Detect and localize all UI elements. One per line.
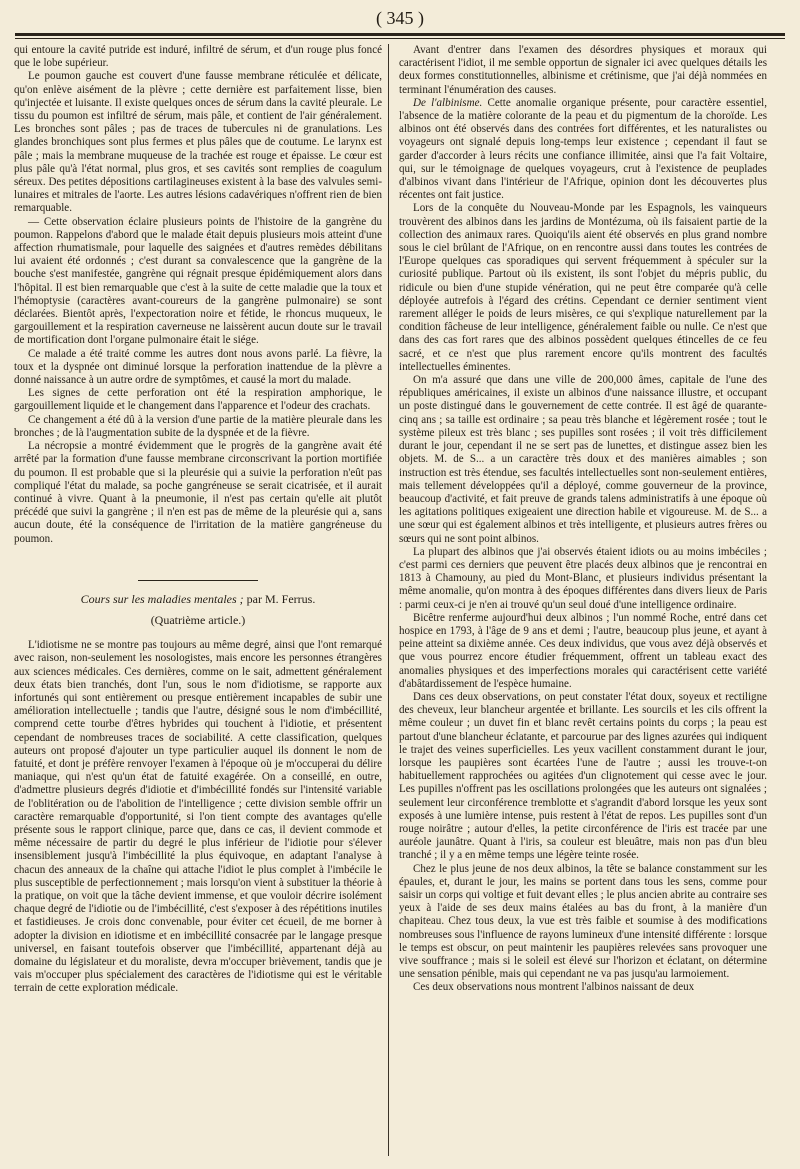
page-header: [0, 0, 800, 40]
paragraph: qui entoure la cavité putride est induré, infiltré de sérum, et d'un rouge plus foncé que le lobe supérieur.: [14, 44, 382, 70]
article-number: (Quatrième article.): [150, 612, 246, 627]
paragraph: Dans ces deux observations, on peut constater l'état doux, soyeux et rectiligne des cheveux, leur blancheur argentée et brillante. Les sourcils et les cils offrent la même couleur ; un duvet fin et blanc revêt certains points du corps ; la peau est partout d'une blancheur éclatante, et parcourue par des lignes azurées qui indiquent le trajet des veines superficielles. Les yeux vacillent constamment durant le jour, lorsque les paupières sont écartées l'une de l'autre ; aussi les trouve-t-on habituellement rapprochées ou agitées d'un clignotement qui cesse avec le jour. Les pupilles n'offrent pas les oscillations prolongées que les auteurs ont signalées ; seulement leur circonférence tremblotte et s'agrandit d'abord lorsque les yeux sont exposés à une lumière intense, puis restent à l'état de repos. Les pupilles sont d'un rouge noirâtre ; autour d'elles, la petite circonférence de l'iris est tracée par une auréole jaunâtre. Quant à l'iris, sa couleur est bleuâtre, mais non pas d'un bleu tranché ; il y a en même temps une légère teinte rosée.: [399, 690, 767, 862]
paragraph: L'idiotisme ne se montre pas toujours au même degré, ainsi que l'ont remarqué avec raison, non-seulement les nosologistes, mais encore les personnes étrangères aux sciences médicales. Ces dernières, comme on le sait, admettent généralement deux états bien tranchés, dont l'un, sous le nom d'idiotisme, se rapporte aux infortunés qui sont entièrement ou presque entièrement incapables de subir une amélioration intellectuelle ; tandis que l'autre, désigné sous le nom d'imbécillité, comprend cette tourbe d'êtres hybrides qui touchent à l'idiotie, et présentent cependant de nombreuses traces de sociabilité. A cette classification, quelques auteurs ont proposé d'ajouter un type particulier auquel ils donnent le nom de fatuité, et dont je préfère renvoyer l'examen à l'époque où je m'occuperai du délire maniaque, qui n'est qu'un état de fatuité exagérée. On a conseillé, en outre, d'admettre plusieurs degrés d'idiotie et d'imbécillité fondés sur l'intensité variable de l'oblitération ou de l'abolition de l'intelligence ; cette division semble offrir un caractère remarquable d'opportunité, si l'on tient compte des avantages qu'elle présente sous le rapport clinique, parce que, dans ce cas, il devient commode et même nécessaire de partir du degré le plus inférieur de l'idiotie pour s'élever insensiblement jusqu'à l'imbécillité la plus équivoque, en adaptant l'analyse à chacun des anneaux de la chaîne qui attache l'idiot le plus complet à l'imbécile le plus susceptible de perfectionnement ; mais lorsqu'on vient à substituer la théorie à la pratique, on voit que la tâche devient immense, et que vouloir décrire isolément chaque degré de l'idiotie ou de l'imbécillité, c'est s'exposer à des répétitions inutiles et fastidieuses. Je crois donc convenable, pour éviter cet écueil, de me borner à adopter la division en idiotisme et en imbécillité consacrée par le langage presque universel, en faisant toutefois observer que l'imbécillité, appartenant déjà au domaine du législateur et du moraliste, devra m'occuper brièvement, tandis que je vais m'occuper plus spécialement des caractères de l'idiotisme qui est le véritable terrain de cette exploration médicale.: [14, 639, 382, 995]
paragraph: Chez le plus jeune de nos deux albinos, la tête se balance constamment sur les épaules, et, durant le jour, les mains se portent dans tous les sens, comme pour saisir un corps qui voltige et fuit devant elles ; le plus ancien abrite au contraire ses yeux à l'aide de ses deux mains étalées au bas du front, à la manière d'un chapiteau. Chez tous deux, la vue est très faible et soumise à des modifications nombreuses sous l'influence de rayons lumineux d'une intensité différente : lorsque le temps est obscur, on peut maintenir les paupières relevées sans provoquer une vive souffrance ; mais si le soleil est élevé sur l'horizon et éclatant, on détermine une sensation pénible, mais qui cependant ne va pas jusqu'au larmoiement.: [399, 862, 767, 981]
paragraph: Avant d'entrer dans l'examen des désordres physiques et moraux qui caractérisent l'idiot, il me semble opportun de signaler ici avec quelques détails les deux formes constitutionnelles, albinisme et crétinisme, que j'ai déjà nommées en terminant l'énumération des causes.: [399, 44, 767, 96]
section-divider: [138, 580, 258, 581]
right-column: [399, 44, 767, 995]
paragraph: La plupart des albinos que j'ai observés étaient idiots ou au moins imbéciles ; c'est parmi ces derniers que peuvent être placés deux albinos que je rencontrai en 1813 à Chamouny, au pied du Mont-Blanc, et plusieurs individus présentant la même anomalie, qu'on montra à des époques différentes dans divers lieux de Paris : parmi ceux-ci je n'en ai trouvé qu'un seul doué d'une intelligence ordinaire.: [399, 545, 767, 611]
paragraph: Ces deux observations nous montrent l'albinos naissant de deux: [413, 981, 695, 994]
paragraph: — Cette observation éclaire plusieurs points de l'histoire de la gangrène du poumon. Rappelons d'abord que le malade était depuis plusieurs mois atteint d'une affection rhumatismale, pour laquelle des saignées et d'autres remèdes débilitans lui avaient été ordonnés ; c'est durant sa convalescence que la gangrène de la bouche s'est manifestée, gangrène qui régnait presque épidémiquement alors dans l'hôpital. Il est bien remarquable que c'est à la suite de cette maladie que la toux et l'hémoptysie (caractères avant-coureurs de la gangrène pulmonaire) se sont déclarées. Bientôt après, l'expectoration noire et fétide, le rhoncus muqueux, le gargouillement et la respiration caverneuse ne laissèrent aucun doute sur le travail de mortification dont l'organe pulmonaire était le siége.: [14, 215, 382, 347]
section-title-text: Cours sur les maladies mentales ;: [80, 591, 244, 606]
header-rule-thick: [15, 33, 785, 36]
left-column: [14, 44, 382, 996]
albinisme-heading: De l'albinisme.: [413, 96, 483, 109]
paragraph: Le poumon gauche est couvert d'une fausse membrane réticulée et délicate, qu'on enlève aisément de la plèvre ; cette dernière est parfaitement lisse, bien qu'injectée et luisante. Il existe quelques onces de sérum dans la cavité pleurale. Le tissu du poumon est infiltré de sérum, mais pâle, et contient de l'air généralement. Les bronches sont pâles ; pas de traces de tubercules ni de granulations. Les glandes bronchiques sont plus fermes et plus pâles que de coutume. Le larynx est pâle ; mais la membrane muqueuse de la trachée est rouge et épaisse. Le cœur est plus pâle qu'à l'état normal, plus gros, et ses cavités sont remplies de coagulum séreux. Des petites dépositions cartilagineuses existent à la base des valvules semi-lunaires et mitrales de l'aorte. Les autres lésions cadavériques n'offrent rien de bien remarquable.: [14, 70, 382, 215]
page-number: ( 345 ): [376, 8, 424, 28]
paragraph: La nécropsie a montré évidemment que le progrès de la gangrène avait été arrêté par la formation d'une fausse membrane circonscrivant la portion mortifiée du poumon. Il est probable que si la pleurésie qui a suivie la perforation n'eût pas compliqué l'état du malade, sa poche gangréneuse se serait cicatrisée, et il aurait continué à vivre. Quant à la pneumonie, il n'est pas certain qu'elle ait plutôt précédé que suivi la gangrène ; il n'en est pas de même de la pleurésie qui a, sans aucun doute, été la conséquence de l'irritation de la matière gangréneuse du poumon.: [14, 440, 382, 545]
paragraph: On m'a assuré que dans une ville de 200,000 âmes, capitale de l'une des républiques américaines, il existe un albinos d'une naissance illustre, et occupant un poste distingué dans le gouvernement de cette contrée. Il est âgé de quarante-cinq ans ; sa taille est ordinaire ; sa peau très blanche et légèrement rosée ; tout le système pileux est très blanc ; ses pupilles sont rosées ; il voit très difficilement durant le jour, cependant il ne se sert pas de lunettes, et distingue assez bien les objets. M. de S... a un caractère très doux et des manières aimables ; son instruction est très étendue, ses facultés intellectuelles sont non-seulement entières, mais tellement développées qu'il a déployé, comme gouverneur de la province, beaucoup d'activité, et fait preuve de grands talens administratifs à une époque où les agitations politiques exigeaient une direction habile et vigoureuse. M. de S... a une sœur qui est également albinos et très intelligente, et plusieurs autres frères ou sœurs qui ne sont point albinos.: [399, 374, 767, 545]
paragraph-albinisme: [399, 97, 767, 203]
header-rule-thin: [15, 38, 785, 39]
section-title: [14, 593, 382, 606]
paragraph: Les signes de cette perforation ont été la respiration amphorique, le gargouillement liquide et le changement dans l'apparence et l'odeur des crachats.: [14, 387, 382, 413]
paragraph: Ce changement a été dû à la version d'une partie de la matière pleurale dans les bronches ; de là l'augmentation subite de la dyspnée et de la fièvre.: [14, 413, 382, 439]
column-divider: [388, 44, 389, 1156]
paragraph: Bicêtre renferme aujourd'hui deux albinos ; l'un nommé Roche, entré dans cet hospice en 1793, à l'âge de 9 ans et demi ; l'autre, beaucoup plus jeune, et ayant à peine atteint sa dixième année. Ces deux individus, que vous avez déjà observés et que vous pourrez encore étudier fréquemment, offrent un tableau exact des anomalies physiques et des imperfections morales qui caractérisent cette variété d'abâtardissement de l'espèce humaine.: [399, 611, 767, 690]
paragraph: Ce malade a été traité comme les autres dont nous avons parlé. La fièvre, la toux et la dyspnée ont diminué lorsque la perforation inattendue de la plèvre a donné naissance à un autre ordre de symptômes, et causé la mort du malade.: [14, 347, 382, 387]
paragraph: Lors de la conquête du Nouveau-Monde par les Espagnols, les vainqueurs trouvèrent des albinos dans les jardins de Montézuma, où ils faisaient partie de la collection des animaux rares. Quoiqu'ils aient été observés en plus grand nombre sous le ciel brûlant de l'Afrique, on en rencontre aussi dans toutes les contrées de l'Europe quelques cas sporadiques qui servent fréquemment à spéculer sur la curiosité publique. Partout où ils existent, ils sont l'objet du mépris public, du ridicule ou bien d'une stupide vénération, qui ne peut être comparée qu'à celle déployée autrefois à l'égard des crétins. Cependant ce dernier sentiment vient rarement alléger le poids de leurs misères, ce qui s'explique naturellement par la condition fâcheuse de leur intelligence, généralement faible ou nulle. Ce n'est que dans des cas fort rares que des albinos possèdent quelques étincelles de ce feu sacré, et ce n'est que plus rarement encore qu'ils montrent des facultés intellectuelles éminentes.: [399, 202, 767, 373]
section-author: par M. Ferrus.: [243, 591, 316, 606]
albinisme-text: Cette anomalie organique présente, pour caractère essentiel, l'absence de la matière colorante de la peau et du pigmentum de la choroïde. Les albinos ont été observés dans des contrées fort différentes, et les naturalistes ou voyageurs ont signalé depuis long-temps leur existence ; cependant il faut se garder d'accorder à leurs récits une confiance illimitée, ainsi que l'a fait Voltaire, qui, sur le témoignage de quelques voyageurs, crut à l'existence de peuplades d'albinos vivant dans l'intérieur de l'Afrique, opinion dont les découvertes plus récentes ont fait justice.: [399, 96, 767, 202]
